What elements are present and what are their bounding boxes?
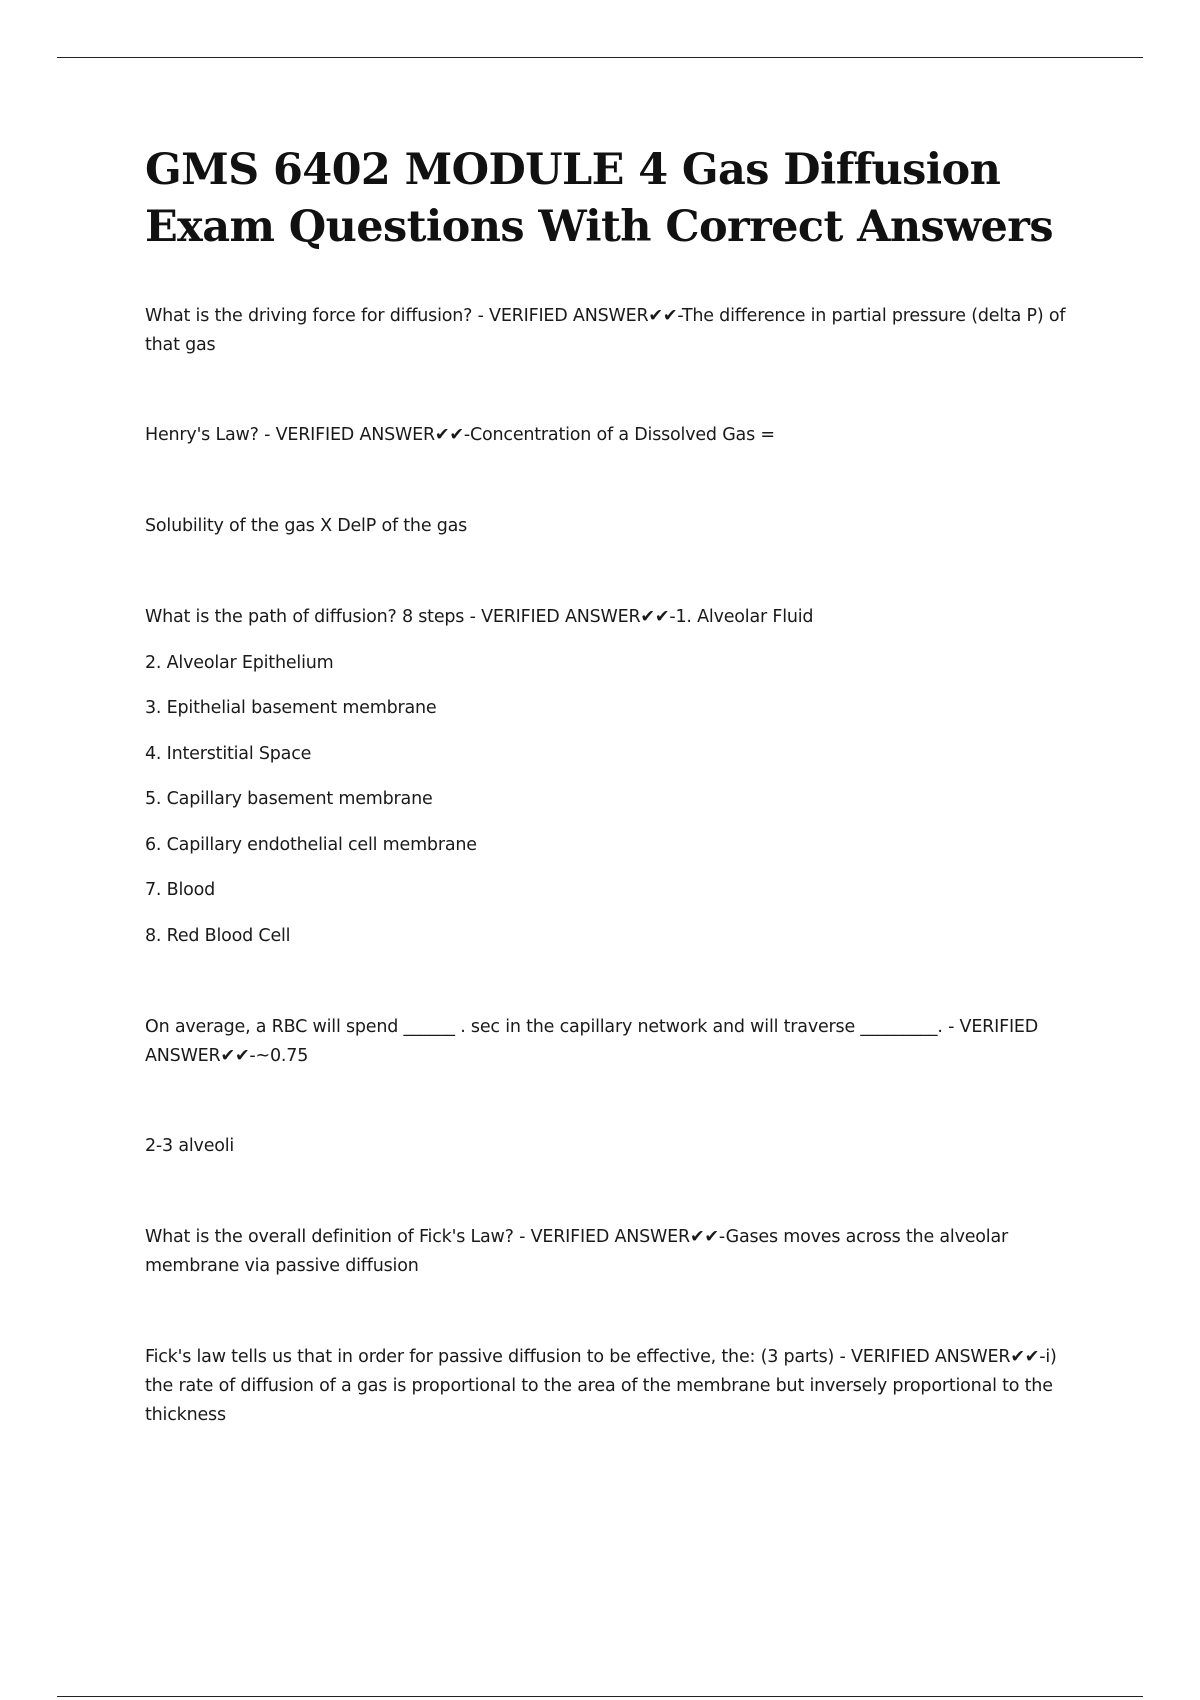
qa-driving-force: What is the driving force for diffusion? - VERIFIED ANSWER✔✔-The difference in partial pressure (delta P) of that gas — [145, 306, 1066, 355]
qa-path-of-diffusion: What is the path of diffusion? 8 steps - VERIFIED ANSWER✔✔-1. Alveolar Fluid — [145, 607, 814, 627]
list-item: 2. Alveolar Epithelium — [145, 653, 334, 673]
list-item: 4. Interstitial Space — [145, 744, 312, 764]
qa-henrys-law: Henry's Law? - VERIFIED ANSWER✔✔-Concentration of a Dissolved Gas = — [145, 425, 775, 445]
qa-henrys-law-cont: Solubility of the gas X DelP of the gas — [145, 516, 468, 536]
list-item: 8. Red Blood Cell — [145, 926, 291, 946]
bottom-divider — [57, 1696, 1143, 1697]
document-title: GMS 6402 MODULE 4 Gas Diffusion Exam Questions With Correct Answers — [145, 145, 1053, 252]
qa-rbc-transit-cont: 2-3 alveoli — [145, 1136, 235, 1156]
list-item: 3. Epithelial basement membrane — [145, 698, 437, 718]
list-item: 5. Capillary basement membrane — [145, 789, 433, 809]
top-divider — [57, 57, 1143, 58]
qa-ficks-law-parts: Fick's law tells us that in order for passive diffusion to be effective, the: (3 parts) - VERIFIED ANSWER✔✔-i) the rate of diffusion of a gas is proportional to the area of the membrane but inversely proportional to the thickness — [145, 1347, 1057, 1425]
list-item: 7. Blood — [145, 880, 216, 900]
list-item: 6. Capillary endothelial cell membrane — [145, 835, 477, 855]
qa-rbc-transit: On average, a RBC will spend ______ . sec in the capillary network and will traverse _________. - VERIFIED ANSWER✔✔-~0.75 — [145, 1017, 1039, 1066]
qa-ficks-law-definition: What is the overall definition of Fick's Law? - VERIFIED ANSWER✔✔-Gases moves across the alveolar membrane via passive diffusion — [145, 1227, 1008, 1276]
